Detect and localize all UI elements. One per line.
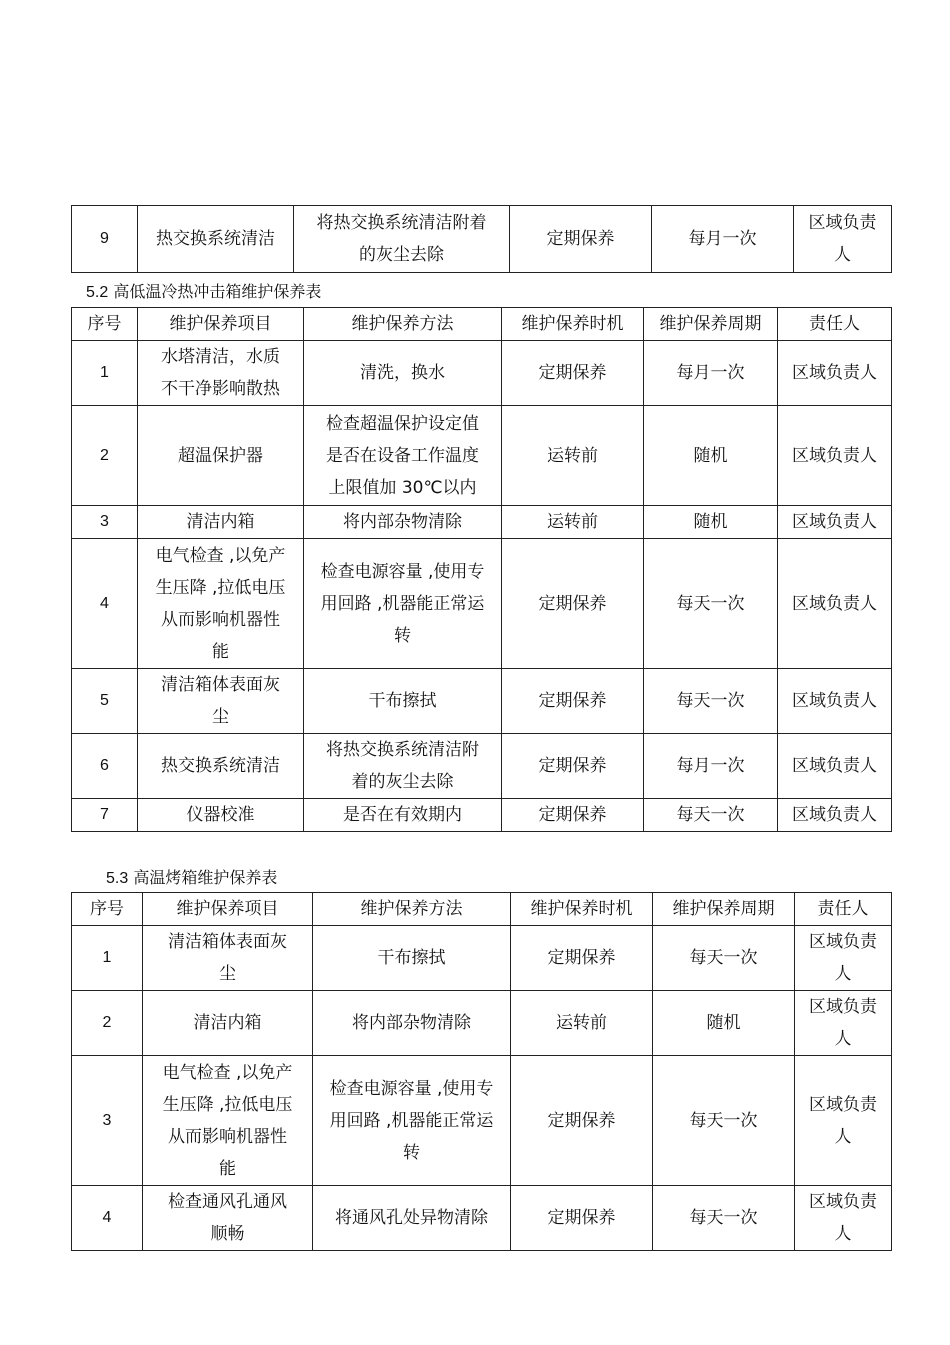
- cycle-cell: 随机: [644, 406, 778, 506]
- method-cell: 将热交换系统清洁附着 的灰尘去除: [294, 206, 510, 273]
- header-timing: 维护保养时机: [502, 308, 644, 341]
- cycle-cell: 每月一次: [644, 734, 778, 799]
- table-row: [72, 926, 892, 991]
- table-row: [72, 991, 892, 1056]
- owner-cell: 区域负责人: [778, 734, 892, 799]
- method-cell: 将内部杂物清除: [313, 991, 511, 1056]
- header-item: 维护保养项目: [143, 893, 313, 926]
- table-row: [72, 341, 892, 406]
- cycle-cell: 每天一次: [653, 926, 795, 991]
- row-number: 7: [72, 799, 138, 832]
- row-number: 6: [72, 734, 138, 799]
- header-item: 维护保养项目: [138, 308, 304, 341]
- header-method: 维护保养方法: [304, 308, 502, 341]
- item-cell: 水塔清洁，水质 不干净影响散热: [138, 341, 304, 406]
- row-number: 2: [72, 406, 138, 506]
- header-owner: 责任人: [795, 893, 892, 926]
- cycle-cell: 每月一次: [652, 206, 794, 273]
- table-header-row: [72, 308, 892, 341]
- row-number: 3: [72, 506, 138, 539]
- header-no: 序号: [72, 893, 143, 926]
- table-row: [72, 734, 892, 799]
- cycle-cell: 每天一次: [644, 799, 778, 832]
- row-number: 1: [72, 341, 138, 406]
- owner-cell: 区域负责人: [778, 799, 892, 832]
- method-cell: 干布擦拭: [304, 669, 502, 734]
- timing-cell: 定期保养: [511, 1186, 653, 1251]
- cycle-cell: 每天一次: [644, 669, 778, 734]
- timing-cell: 运转前: [502, 506, 644, 539]
- row-number: 4: [72, 1186, 143, 1251]
- table-row: [72, 1056, 892, 1186]
- item-cell: 热交换系统清洁: [138, 206, 294, 273]
- owner-cell: 区域负责 人: [795, 926, 892, 991]
- section-number: 5.2: [86, 284, 109, 301]
- timing-cell: 定期保养: [502, 539, 644, 669]
- row-number: 5: [72, 669, 138, 734]
- owner-cell: 区域负责 人: [795, 991, 892, 1056]
- timing-cell: 定期保养: [502, 669, 644, 734]
- section-title: 高温烤箱维护保养表: [133, 868, 278, 887]
- owner-cell: 区域负责人: [778, 669, 892, 734]
- timing-cell: 运转前: [511, 991, 653, 1056]
- cycle-cell: 随机: [653, 991, 795, 1056]
- table-row: [72, 206, 892, 273]
- timing-cell: 定期保养: [502, 799, 644, 832]
- method-cell: 检查电源容量 ,使用专 用回路 ,机器能正常运 转: [313, 1056, 511, 1186]
- cycle-cell: 每天一次: [644, 539, 778, 669]
- method-cell: 干布擦拭: [313, 926, 511, 991]
- table-row: [72, 406, 892, 506]
- method-cell: 将内部杂物清除: [304, 506, 502, 539]
- row-number: 1: [72, 926, 143, 991]
- header-owner: 责任人: [778, 308, 892, 341]
- header-method: 维护保养方法: [313, 893, 511, 926]
- row-number: 3: [72, 1056, 143, 1186]
- method-cell: 检查超温保护设定值 是否在设备工作温度 上限值加 30℃以内: [304, 406, 502, 506]
- table-row: [72, 799, 892, 832]
- header-no: 序号: [72, 308, 138, 341]
- item-cell: 超温保护器: [138, 406, 304, 506]
- table-continued: [71, 205, 892, 273]
- owner-cell: 区域负责 人: [795, 1186, 892, 1251]
- item-cell: 清洁箱体表面灰 尘: [138, 669, 304, 734]
- row-number: 9: [72, 206, 138, 273]
- item-cell: 电气检查 ,以免产 生压降 ,拉低电压 从而影响机器性 能: [138, 539, 304, 669]
- row-number: 4: [72, 539, 138, 669]
- table-5-2: [71, 307, 892, 832]
- cycle-cell: 每天一次: [653, 1056, 795, 1186]
- timing-cell: 定期保养: [502, 341, 644, 406]
- method-cell: 清洗，换水: [304, 341, 502, 406]
- table-row: [72, 669, 892, 734]
- header-cycle: 维护保养周期: [644, 308, 778, 341]
- item-cell: 电气检查 ,以免产 生压降 ,拉低电压 从而影响机器性 能: [143, 1056, 313, 1186]
- timing-cell: 定期保养: [510, 206, 652, 273]
- timing-cell: 定期保养: [511, 926, 653, 991]
- section-title: 高低温冷热冲击箱维护保养表: [113, 282, 322, 301]
- table-5-3: [71, 892, 892, 1251]
- table-header-row: [72, 893, 892, 926]
- timing-cell: 定期保养: [502, 734, 644, 799]
- item-cell: 清洁箱体表面灰 尘: [143, 926, 313, 991]
- cycle-cell: 每月一次: [644, 341, 778, 406]
- owner-cell: 区域负责 人: [794, 206, 892, 273]
- header-timing: 维护保养时机: [511, 893, 653, 926]
- table-row: [72, 1186, 892, 1251]
- method-cell: 是否在有效期内: [304, 799, 502, 832]
- table-row: [72, 506, 892, 539]
- timing-cell: 定期保养: [511, 1056, 653, 1186]
- owner-cell: 区域负责人: [778, 506, 892, 539]
- item-cell: 热交换系统清洁: [138, 734, 304, 799]
- table-row: [72, 539, 892, 669]
- cycle-cell: 每天一次: [653, 1186, 795, 1251]
- cycle-cell: 随机: [644, 506, 778, 539]
- owner-cell: 区域负责人: [778, 341, 892, 406]
- timing-cell: 运转前: [502, 406, 644, 506]
- row-number: 2: [72, 991, 143, 1056]
- item-cell: 清洁内箱: [138, 506, 304, 539]
- item-cell: 清洁内箱: [143, 991, 313, 1056]
- section-heading-5-3: [106, 868, 277, 889]
- item-cell: 检查通风孔通风 顺畅: [143, 1186, 313, 1251]
- section-number: 5.3: [106, 870, 129, 887]
- header-cycle: 维护保养周期: [653, 893, 795, 926]
- section-heading-5-2: [86, 282, 321, 303]
- method-cell: 将通风孔处异物清除: [313, 1186, 511, 1251]
- owner-cell: 区域负责 人: [795, 1056, 892, 1186]
- item-cell: 仪器校准: [138, 799, 304, 832]
- method-cell: 将热交换系统清洁附 着的灰尘去除: [304, 734, 502, 799]
- owner-cell: 区域负责人: [778, 539, 892, 669]
- method-cell: 检查电源容量 ,使用专 用回路 ,机器能正常运 转: [304, 539, 502, 669]
- owner-cell: 区域负责人: [778, 406, 892, 506]
